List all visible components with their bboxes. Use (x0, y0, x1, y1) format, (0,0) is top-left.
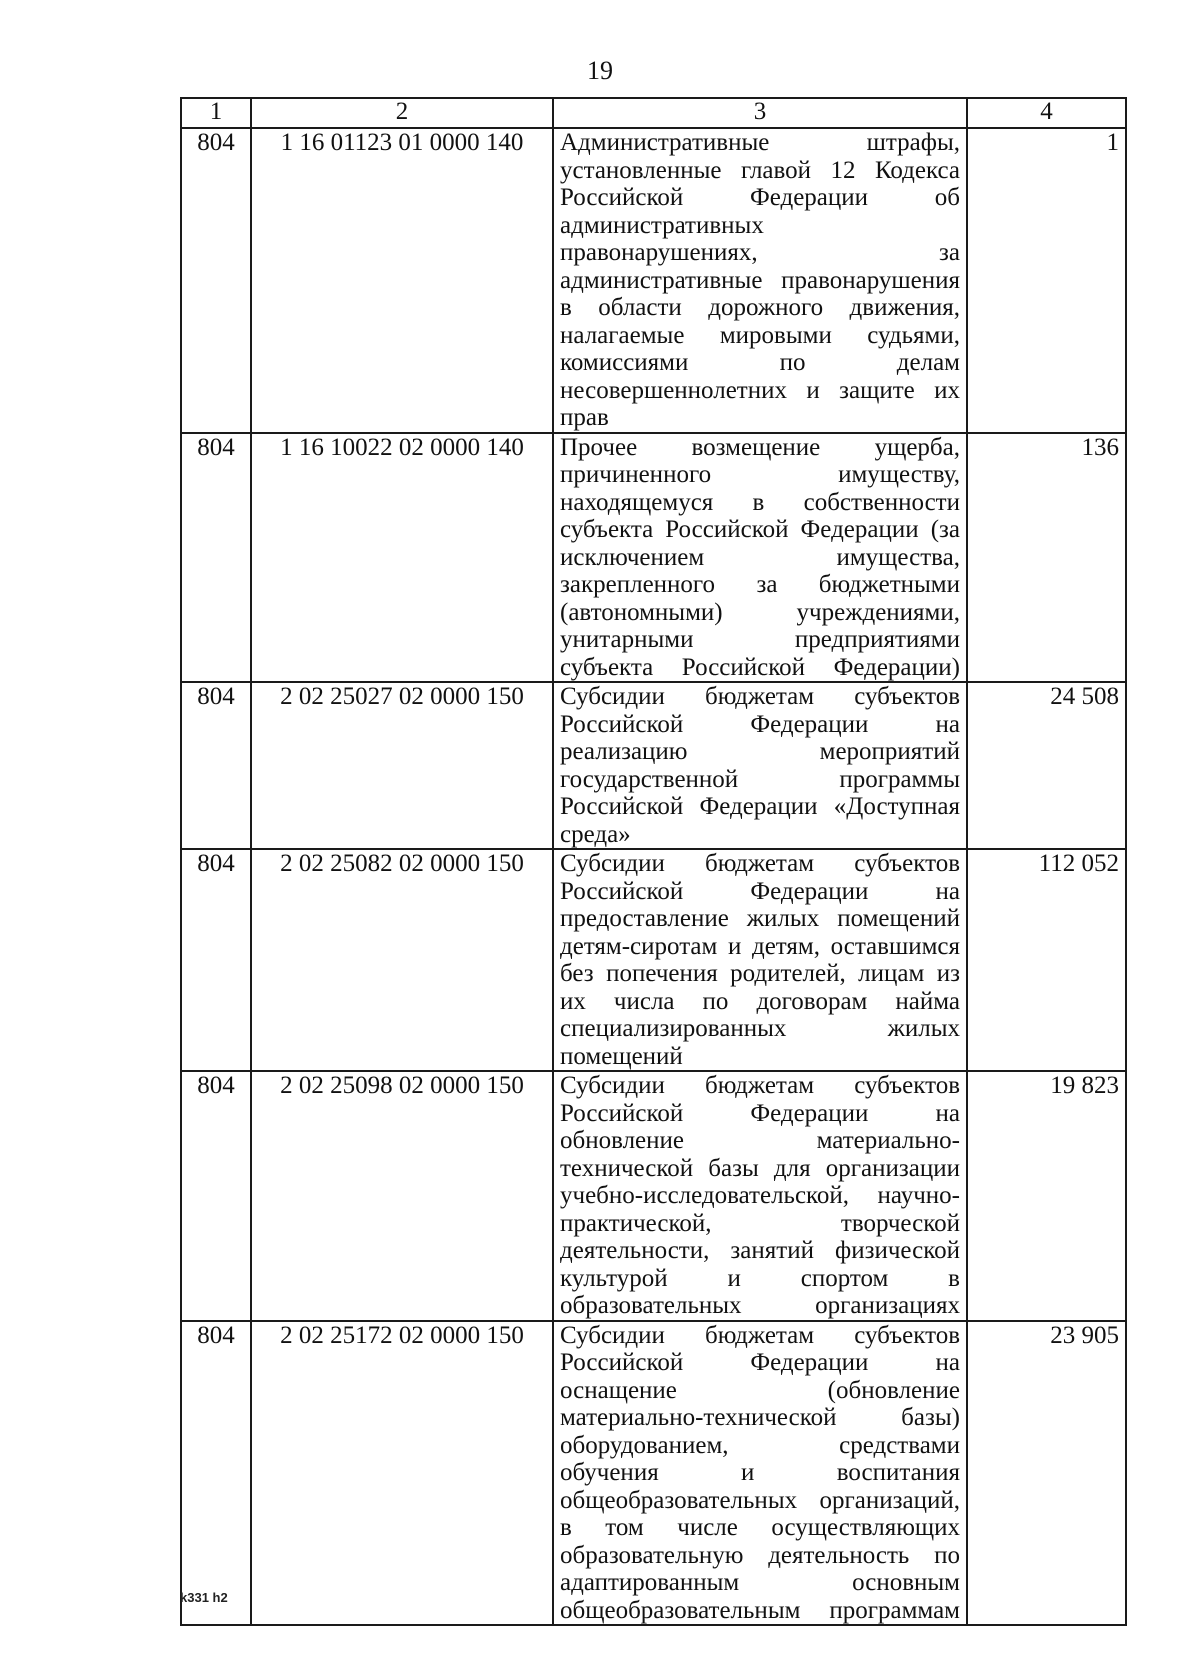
description-cell: Субсидии бюджетам субъектов Российской Федерации на оснащение (обновление материально-технической базы) оборудованием, средствами обучения и воспитания общеобразовательных организаций, в том числе осуществляющих образовательную деятельность по адаптированным основным общеобразовательным программам (553, 1321, 967, 1626)
page-number: 19 (587, 56, 613, 85)
header-col-2: 2 (251, 98, 553, 128)
header-col-1: 1 (181, 98, 251, 128)
admin-code-cell: 804 (181, 849, 251, 1071)
description-cell: Прочее возмещение ущерба, причиненного имуществу, находящемуся в собственности субъекта Российской Федерации (за исключением имущества, закрепленного за бюджетными (автономными) учреждениями, унитарными предприятиями субъекта Российской Федерации) (553, 433, 967, 683)
amount-cell: 23 905 (967, 1321, 1126, 1626)
description-cell: Административные штрафы, установленные главой 12 Кодекса Российской Федерации об административных правонарушениях, за административные правонарушения в области дорожного движения, налагаемые мировыми судьями, комиссиями по делам несовершеннолетних и защите их прав (553, 128, 967, 433)
admin-code-cell: 804 (181, 433, 251, 683)
admin-code-cell: 804 (181, 128, 251, 433)
budget-code-cell: 1 16 10022 02 0000 140 (251, 433, 553, 683)
budget-code-cell: 2 02 25027 02 0000 150 (251, 682, 553, 849)
table-body (181, 128, 1126, 1625)
budget-code-cell: 2 02 25098 02 0000 150 (251, 1071, 553, 1321)
table-row (181, 682, 1126, 849)
description-cell: Субсидии бюджетам субъектов Российской Федерации на предоставление жилых помещений детям-сиротам и детям, оставшимся без попечения родителей, лицам из их числа по договорам найма специализированных жилых помещений (553, 849, 967, 1071)
header-row (181, 98, 1126, 128)
budget-code-cell: 1 16 01123 01 0000 140 (251, 128, 553, 433)
amount-cell: 1 (967, 128, 1126, 433)
budget-code-cell: 2 02 25172 02 0000 150 (251, 1321, 553, 1626)
table-row (181, 1071, 1126, 1321)
amount-cell: 112 052 (967, 849, 1126, 1071)
table-header (181, 98, 1126, 128)
table-row (181, 433, 1126, 683)
budget-table (180, 97, 1127, 1626)
description-cell: Субсидии бюджетам субъектов Российской Федерации на обновление материально-технической базы для организации учебно-исследовательской, научно-практической, творческой деятельности, занятий физической культурой и спортом в образовательных организациях (553, 1071, 967, 1321)
table-row (181, 1321, 1126, 1626)
header-col-4: 4 (967, 98, 1126, 128)
table-row (181, 128, 1126, 433)
amount-cell: 136 (967, 433, 1126, 683)
amount-cell: 24 508 (967, 682, 1126, 849)
admin-code-cell: 804 (181, 1071, 251, 1321)
table-row (181, 849, 1126, 1071)
admin-code-cell: 804 (181, 682, 251, 849)
admin-code-cell: 804 (181, 1321, 251, 1626)
amount-cell: 19 823 (967, 1071, 1126, 1321)
footer-document-code: k331 h2 (180, 1590, 228, 1605)
header-col-3: 3 (553, 98, 967, 128)
description-cell: Субсидии бюджетам субъектов Российской Федерации на реализацию мероприятий государственной программы Российской Федерации «Доступная среда» (553, 682, 967, 849)
budget-code-cell: 2 02 25082 02 0000 150 (251, 849, 553, 1071)
